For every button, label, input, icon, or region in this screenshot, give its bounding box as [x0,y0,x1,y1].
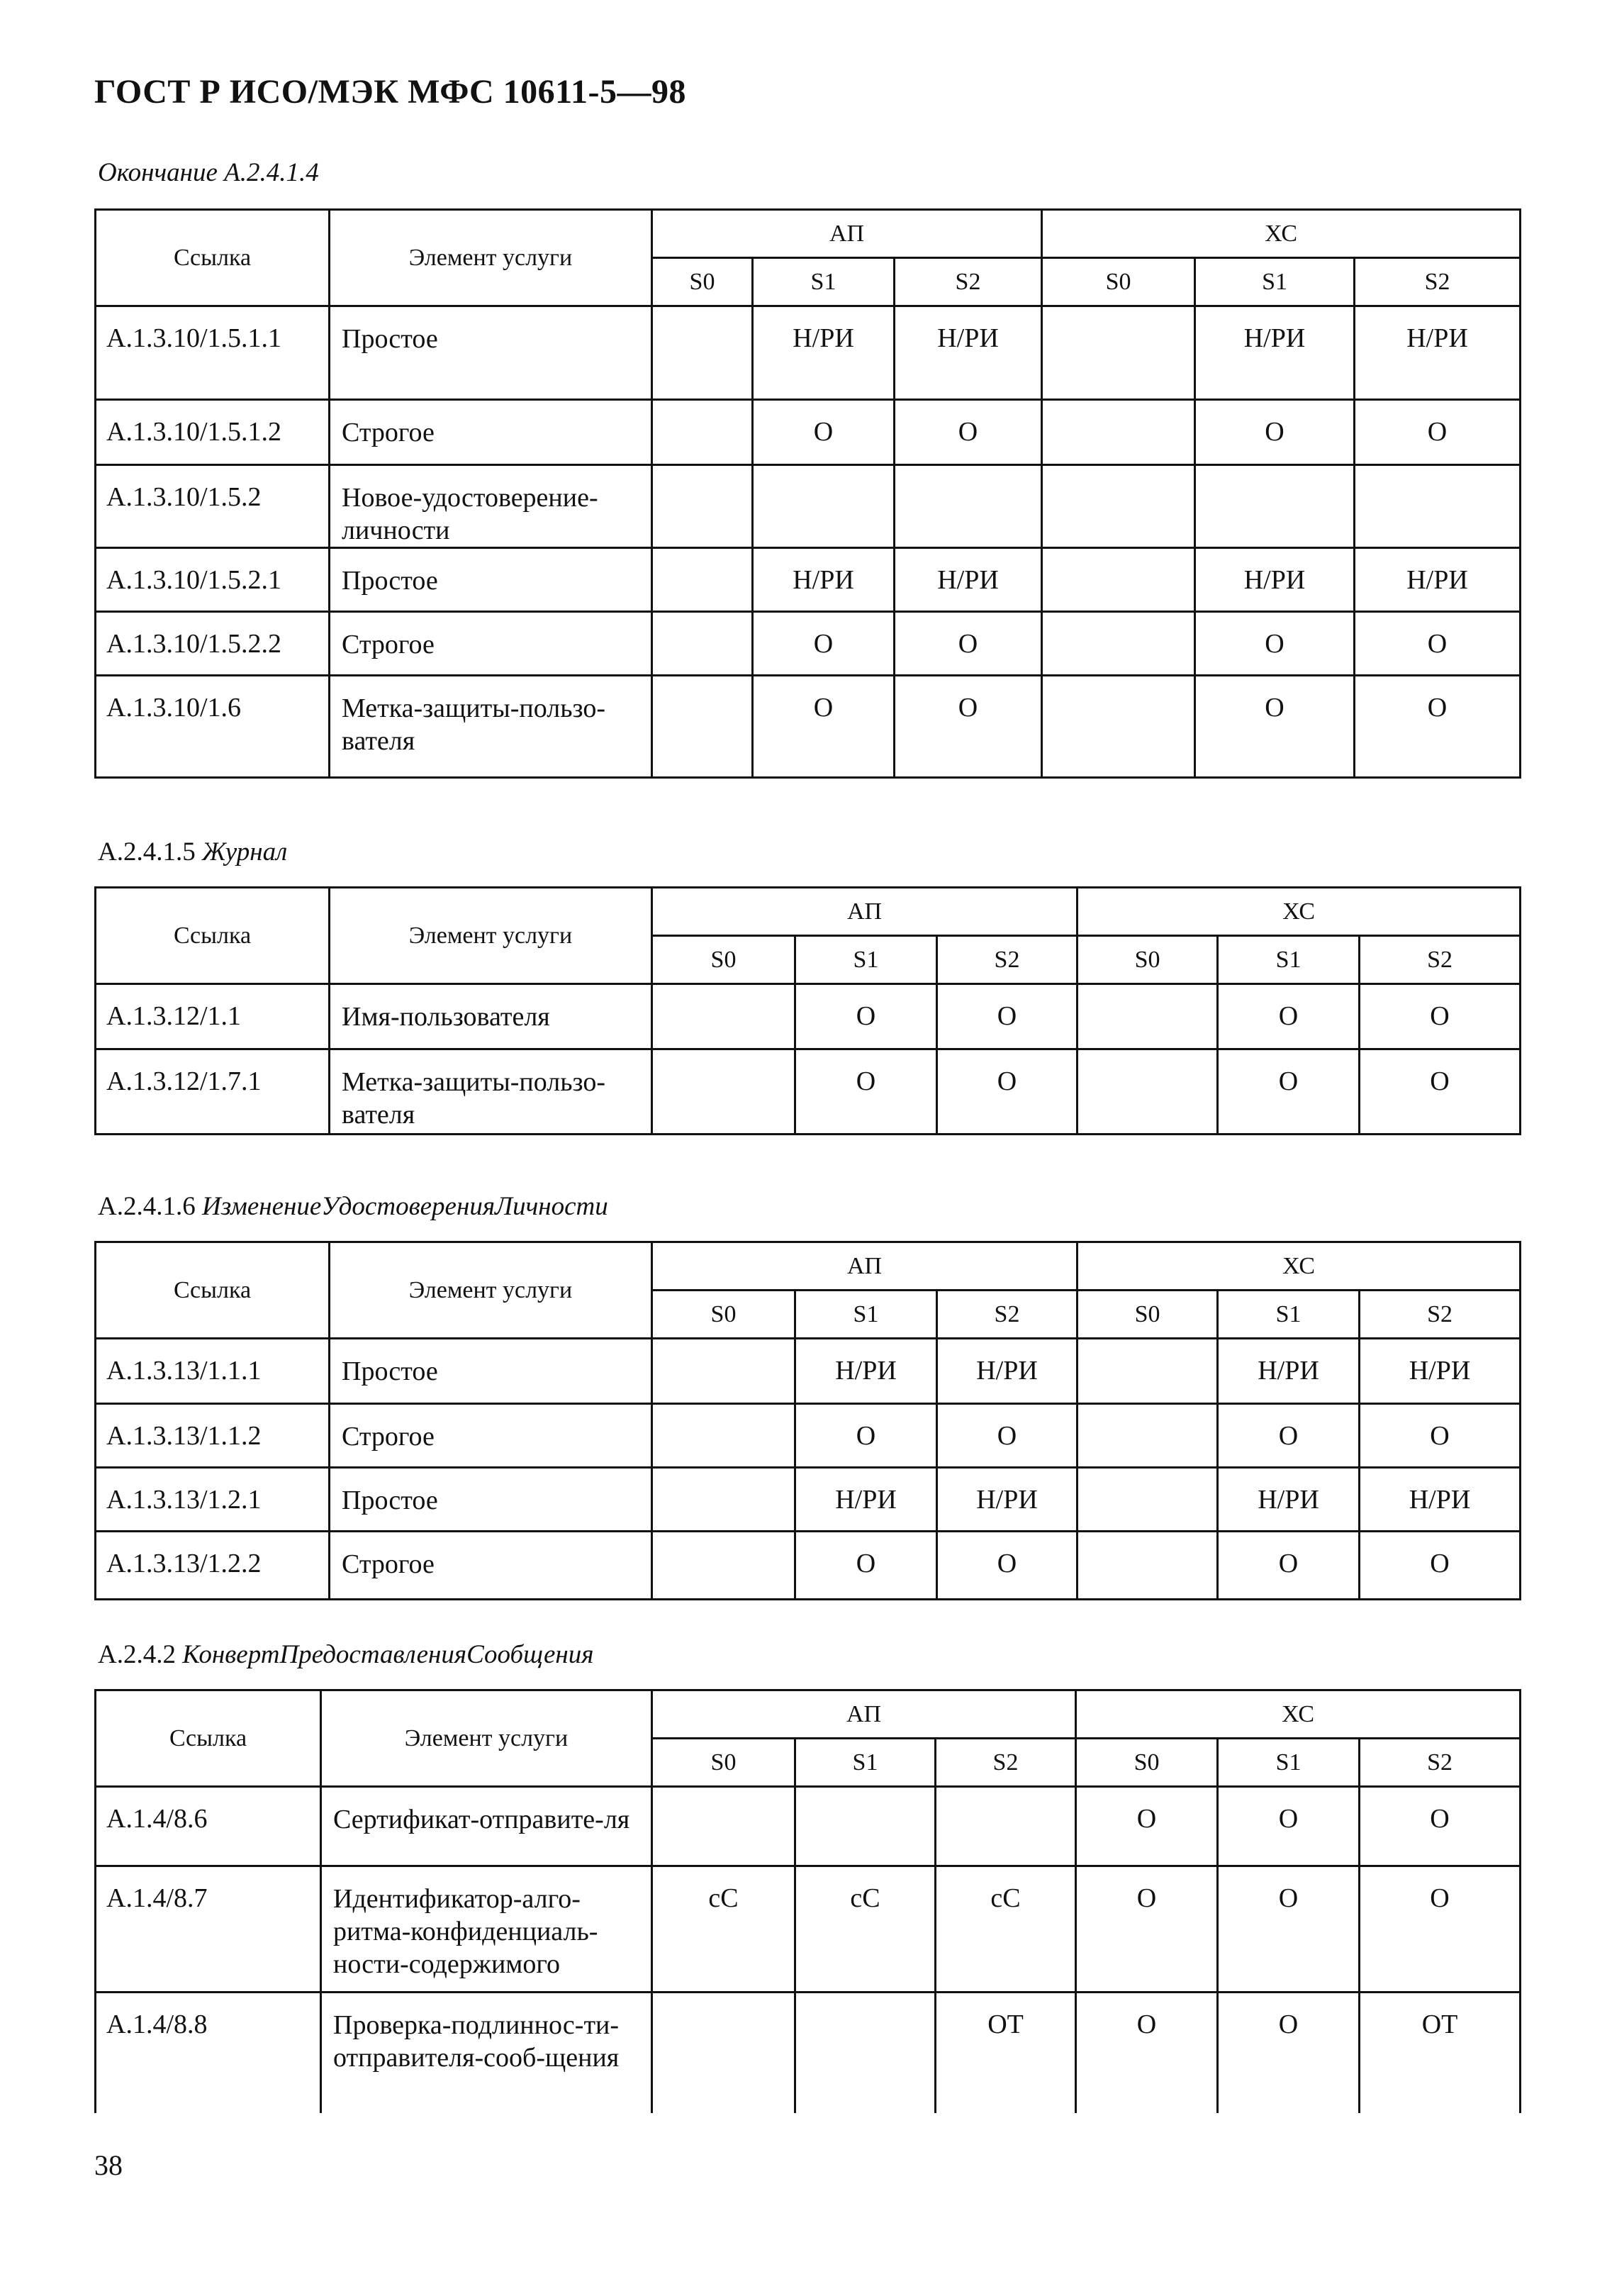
cell-value: О [1218,1787,1360,1866]
cell-value: О [937,1404,1078,1468]
cell-value: О [1355,676,1521,778]
cell-value [1042,465,1195,548]
document-header: ГОСТ Р ИСО/МЭК МФС 10611-5—98 [94,73,686,111]
cell-value [1078,1468,1218,1532]
cell-ref: А.1.3.12/1.7.1 [96,1049,330,1135]
requirements-table [94,886,1521,1135]
page-number: 38 [94,2149,123,2181]
cell-value: О [1360,1532,1521,1600]
cell-element: Простое [330,1339,652,1404]
cell-ref: А.1.3.13/1.1.1 [96,1339,330,1404]
cell-value: Н/РИ [895,306,1042,400]
cell-value: Н/РИ [937,1468,1078,1532]
cell-value: О [753,676,895,778]
cell-value [795,1993,936,2113]
cell-value [1042,306,1195,400]
cell-value: О [1218,1404,1360,1468]
header-sub-2: S2 [936,1739,1076,1787]
header-sub-1: S1 [795,1291,937,1339]
cell-value: О [1355,612,1521,676]
cell-value: О [1195,612,1355,676]
requirements-table [94,1689,1521,2113]
cell-value: Н/РИ [1218,1339,1360,1404]
cell-value [1078,1532,1218,1600]
table-row [96,1993,1521,2113]
requirements-table [94,1241,1521,1600]
cell-ref: А.1.3.10/1.5.2.1 [96,548,330,612]
cell-value [652,1404,795,1468]
header-element: Элемент услуги [330,210,652,306]
header-sub-2: S2 [937,1291,1078,1339]
cell-value: Н/РИ [795,1339,937,1404]
cell-value [652,1787,795,1866]
table-row [96,1404,1521,1468]
header-sub-0: S0 [652,258,753,306]
cell-value [1042,676,1195,778]
cell-element: Строгое [330,1532,652,1600]
cell-value: Н/РИ [795,1468,937,1532]
cell-ref: А.1.4/8.6 [96,1787,321,1866]
header-sub-2: S2 [895,258,1042,306]
cell-element: Простое [330,1468,652,1532]
cell-element: Сертификат-отправите-ля [321,1787,652,1866]
header-sub-3: S0 [1078,1291,1218,1339]
cell-value [652,1339,795,1404]
header-sub-5: S2 [1360,936,1521,984]
cell-value: О [795,1532,937,1600]
cell-ref: А.1.3.10/1.6 [96,676,330,778]
cell-value [652,1532,795,1600]
cell-value [1195,465,1355,548]
header-sub-1: S1 [795,1739,936,1787]
table-caption [98,157,319,188]
table-row [96,676,1521,778]
table-row [96,1787,1521,1866]
cell-value [1078,984,1218,1049]
cell-value: О [1360,1866,1521,1993]
cell-value: О [1218,984,1360,1049]
header-sub-5: S2 [1355,258,1521,306]
header-ref: Ссылка [96,888,330,984]
cell-value: О [753,612,895,676]
cell-element: Проверка-подлиннос-ти-отправителя-сооб-щения [321,1993,652,2113]
cell-value [652,1993,795,2113]
cell-value: О [1076,1787,1218,1866]
cell-element: Идентификатор-алго-ритма-конфиденциаль-ности-содержимого [321,1866,652,1993]
cell-value: О [1360,984,1521,1049]
cell-value: О [795,1049,937,1135]
cell-value: Н/РИ [753,306,895,400]
header-group-ap: АП [652,888,1078,936]
table-row [96,612,1521,676]
cell-value: О [937,1532,1078,1600]
cell-value: Н/РИ [1360,1468,1521,1532]
table-row [96,306,1521,400]
cell-value [795,1787,936,1866]
cell-value: сС [795,1866,936,1993]
header-sub-5: S2 [1360,1291,1521,1339]
cell-ref: А.1.3.13/1.2.1 [96,1468,330,1532]
cell-ref: А.1.4/8.8 [96,1993,321,2113]
header-sub-1: S1 [795,936,937,984]
cell-value: Н/РИ [1195,306,1355,400]
table-caption [98,837,287,867]
caption-title: ИзменениеУдостоверенияЛичности [201,1192,608,1221]
cell-value: О [795,1404,937,1468]
cell-value: О [937,984,1078,1049]
cell-ref: А.1.3.10/1.5.1.1 [96,306,330,400]
cell-element: Метка-защиты-пользо-вателя [330,1049,652,1135]
table-row [96,1532,1521,1600]
table-row [96,1339,1521,1404]
cell-value [652,1468,795,1532]
cell-value: О [1360,1404,1521,1468]
header-element: Элемент услуги [330,1242,652,1339]
header-sub-0: S0 [652,1291,795,1339]
cell-value: О [1195,400,1355,465]
table-row [96,1049,1521,1135]
caption-title: Журнал [201,837,288,866]
cell-value: Н/РИ [1360,1339,1521,1404]
caption-title: Окончание А.2.4.1.4 [98,158,319,187]
cell-value: Н/РИ [1218,1468,1360,1532]
header-sub-4: S1 [1218,1739,1360,1787]
cell-element: Строгое [330,1404,652,1468]
cell-value: О [1076,1993,1218,2113]
cell-value [652,612,753,676]
cell-value: ОТ [936,1993,1076,2113]
cell-element: Простое [330,306,652,400]
cell-value: О [1360,1787,1521,1866]
cell-value: Н/РИ [1355,548,1521,612]
header-element: Элемент услуги [330,888,652,984]
cell-value [936,1787,1076,1866]
cell-value: О [895,612,1042,676]
table-row [96,400,1521,465]
header-sub-4: S1 [1218,1291,1360,1339]
cell-value: О [1355,400,1521,465]
cell-element: Строгое [330,400,652,465]
header-sub-5: S2 [1360,1739,1521,1787]
header-group-xs: ХС [1076,1690,1521,1739]
cell-value [652,400,753,465]
cell-ref: А.1.3.10/1.5.2 [96,465,330,548]
cell-value [753,465,895,548]
cell-ref: А.1.4/8.7 [96,1866,321,1993]
caption-title: КонвертПредоставленияСообщения [182,1640,594,1669]
cell-value [1042,548,1195,612]
cell-value: Н/РИ [1355,306,1521,400]
header-group-ap: АП [652,1242,1078,1291]
cell-value [1078,1404,1218,1468]
cell-value: ОТ [1360,1993,1521,2113]
cell-value: О [795,984,937,1049]
header-group-xs: ХС [1078,888,1521,936]
cell-element: Новое-удостоверение-личности [330,465,652,548]
cell-element: Имя-пользователя [330,984,652,1049]
header-sub-2: S2 [937,936,1078,984]
header-sub-3: S0 [1076,1739,1218,1787]
caption-number: А.2.4.1.6 [98,1192,196,1221]
cell-ref: А.1.3.10/1.5.2.2 [96,612,330,676]
cell-element: Метка-защиты-пользо-вателя [330,676,652,778]
cell-value: О [1360,1049,1521,1135]
cell-value: сС [936,1866,1076,1993]
cell-value [895,465,1042,548]
cell-value [1078,1049,1218,1135]
header-sub-0: S0 [652,936,795,984]
cell-value [652,984,795,1049]
header-sub-3: S0 [1042,258,1195,306]
cell-value: О [1218,1049,1360,1135]
cell-value [1355,465,1521,548]
header-ref: Ссылка [96,1690,321,1787]
cell-value: О [1076,1866,1218,1993]
table-caption [98,1639,593,1670]
header-sub-4: S1 [1218,936,1360,984]
header-ref: Ссылка [96,210,330,306]
cell-element: Простое [330,548,652,612]
table-row [96,1866,1521,1993]
table-caption [98,1191,608,1222]
cell-ref: А.1.3.13/1.2.2 [96,1532,330,1600]
table-row [96,548,1521,612]
header-group-ap: АП [652,1690,1076,1739]
cell-value: Н/РИ [937,1339,1078,1404]
cell-value: О [753,400,895,465]
cell-value: сС [652,1866,795,1993]
cell-value [652,1049,795,1135]
cell-value [652,306,753,400]
cell-value [1042,612,1195,676]
cell-value: Н/РИ [895,548,1042,612]
table-row [96,1468,1521,1532]
cell-ref: А.1.3.13/1.1.2 [96,1404,330,1468]
table-row [96,465,1521,548]
caption-number: А.2.4.1.5 [98,837,196,866]
header-sub-3: S0 [1078,936,1218,984]
cell-value [652,676,753,778]
table-row [96,984,1521,1049]
header-group-xs: ХС [1078,1242,1521,1291]
cell-ref: А.1.3.10/1.5.1.2 [96,400,330,465]
requirements-table [94,208,1521,779]
header-sub-0: S0 [652,1739,795,1787]
cell-value: О [1218,1866,1360,1993]
cell-value: Н/РИ [1195,548,1355,612]
cell-value: О [895,400,1042,465]
header-group-xs: ХС [1042,210,1521,258]
cell-element: Строгое [330,612,652,676]
header-sub-4: S1 [1195,258,1355,306]
cell-value: О [1218,1532,1360,1600]
cell-value: О [1218,1993,1360,2113]
header-element: Элемент услуги [321,1690,652,1787]
cell-value: О [895,676,1042,778]
cell-value [1042,400,1195,465]
header-group-ap: АП [652,210,1042,258]
cell-value: О [937,1049,1078,1135]
cell-value [652,548,753,612]
cell-ref: А.1.3.12/1.1 [96,984,330,1049]
header-ref: Ссылка [96,1242,330,1339]
caption-number: А.2.4.2 [98,1640,176,1669]
cell-value: О [1195,676,1355,778]
cell-value: Н/РИ [753,548,895,612]
cell-value [1078,1339,1218,1404]
header-sub-1: S1 [753,258,895,306]
cell-value [652,465,753,548]
